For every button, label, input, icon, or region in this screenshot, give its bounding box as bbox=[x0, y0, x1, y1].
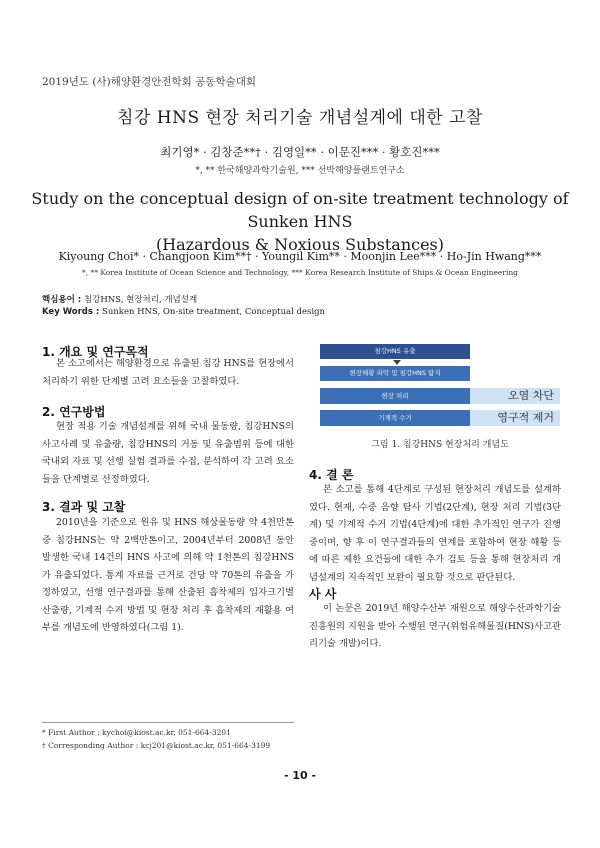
figure-step-4: 기계적 수거 bbox=[320, 410, 470, 426]
keywords-english-label: Key Words : bbox=[42, 307, 100, 317]
figure-caption: 그림 1. 침강HNS 현장처리 개념도 bbox=[371, 440, 509, 450]
acknowledgement-text: 이 논문은 2019년 해양수산부 재원으로 해양수산과학기술진흥원의 지원을 받아 수행된 연구(위험유해물질(HNS)사고관리기술 개발)이다. bbox=[309, 603, 561, 649]
arrow-down-icon bbox=[393, 360, 401, 365]
section-2-text: 현장 적용 기술 개념설계를 위해 국내 물동량, 침강HNS의 사고사례 및 유출량, 침강HNS의 거동 및 유출범위 등에 대한 국내외 자료 및 선행 실험 결과를 수집, 분석하여 각 고려 요소들을 단계별로 선정하였다. bbox=[42, 421, 294, 485]
section-1-text: 본 소고에서는 해양환경으로 유출된 침강 HNS를 현장에서 처리하기 위한 단계별 고려 요소들을 고찰하였다. bbox=[42, 358, 294, 387]
section-2-body bbox=[42, 418, 294, 488]
section-3-text: 2010년을 기준으로 원유 및 HNS 해상물동량 약 4천만톤 중 침강HNS는 약 2백만톤이고, 2004년부터 2008년 동안 발생한 국내 14건의 HNS 사고에 의해 약 1천톤의 침강HNS가 유출되었다. 통계 자료를 근거로 건당 약 70톤의 유출을 가정하였고, 선행 연구결과를 통해 산출된 흡착제의 입자크기별 산출량, 기계적 수거 방법 및 현장 처리 후 흡착제의 재활용 여부를 개념도에 반영하였다(그림 1). bbox=[42, 517, 294, 633]
figure-step-3: 현장 처리 bbox=[320, 388, 470, 404]
section-1-body bbox=[42, 355, 294, 390]
footnote-first-author: * First Author : kychoi@kiost.ac.kr, 051-664-3201 bbox=[42, 728, 231, 737]
footnote-corresponding-author: † Corresponding Author : kcj201@kiost.ac.kr, 051-664-3199 bbox=[42, 741, 271, 750]
english-title-line2: (Hazardous & Noxious Substances) bbox=[155, 235, 445, 254]
acknowledgement-body bbox=[309, 600, 561, 653]
figure-step-2: 현장해황 파악 및 침강HNS 탐지 bbox=[320, 366, 470, 381]
section-3-heading: 3. 결과 및 고찰 bbox=[42, 500, 126, 514]
figure-band-2-label: 영구적 제거 bbox=[497, 411, 554, 424]
section-1-heading: 1. 개요 및 연구목적 bbox=[42, 345, 149, 359]
korean-affiliation: *, ** 한국해양과학기술원, *** 선박해양플랜트연구소 bbox=[195, 166, 405, 176]
section-3-body bbox=[42, 514, 294, 637]
section-2-heading: 2. 연구방법 bbox=[42, 405, 106, 419]
korean-authors: 최기영* · 김창준**† · 김영일** · 이문진*** · 황호진*** bbox=[160, 145, 440, 159]
keywords-korean-text: 침강HNS, 현장처리, 개념설계 bbox=[83, 295, 198, 305]
figure-band-1-label: 오염 차단 bbox=[507, 389, 554, 402]
figure-band-2 bbox=[320, 410, 560, 426]
english-authors: Kiyoung Choi* · Changjoon Kim**† · Youngil Kim** · Moonjin Lee*** · Ho-Jin Hwang*** bbox=[58, 250, 542, 263]
section-4-text: 본 소고를 통해 4단계로 구성된 현장처리 개념도를 설계하였다. 현재, 수중 음향 탐사 기법(2단계), 현장 처리 기법(3단계) 및 기계적 수거 기법(4단계)에 대한 추가적인 연구가 진행중이며, 향 후 이 연구결과들의 연계를 포함하여 현장 해황 등에 따른 제한 요건들에 대한 추가 검토 등을 통해 현장처리 개념설계의 지속적인 보완이 필요할 것으로 판단된다. bbox=[309, 484, 561, 583]
keywords-korean-label: 핵심용어 : bbox=[42, 295, 82, 305]
acknowledgement-heading: 사 사 bbox=[309, 587, 337, 601]
korean-title: 침강 HNS 현장 처리기술 개념설계에 대한 고찰 bbox=[117, 108, 483, 128]
conference-header: 2019년도 (사)해양환경안전학회 공동학술대회 bbox=[42, 76, 257, 88]
english-affiliation: *, ** Korea Institute of Ocean Science and Technology, *** Korea Research Institute of Ships & Ocean Engineering bbox=[81, 268, 518, 277]
section-4-body bbox=[309, 481, 561, 586]
keywords-korean bbox=[42, 293, 197, 305]
section-4-heading: 4. 결 론 bbox=[309, 468, 354, 482]
concept-figure bbox=[320, 340, 560, 430]
page-number: - 10 - bbox=[283, 769, 317, 782]
english-title-line1: Study on the conceptual design of on-site treatment technology of Sunken HNS bbox=[31, 189, 569, 231]
footnote-divider bbox=[42, 722, 294, 723]
english-title bbox=[30, 187, 570, 256]
keywords-english-text: Sunken HNS, On-site treatment, Conceptual design bbox=[102, 307, 326, 317]
figure-step-1: 침강HNS 유출 bbox=[320, 344, 470, 359]
figure-band-1 bbox=[320, 388, 560, 404]
keywords-english bbox=[42, 307, 325, 317]
